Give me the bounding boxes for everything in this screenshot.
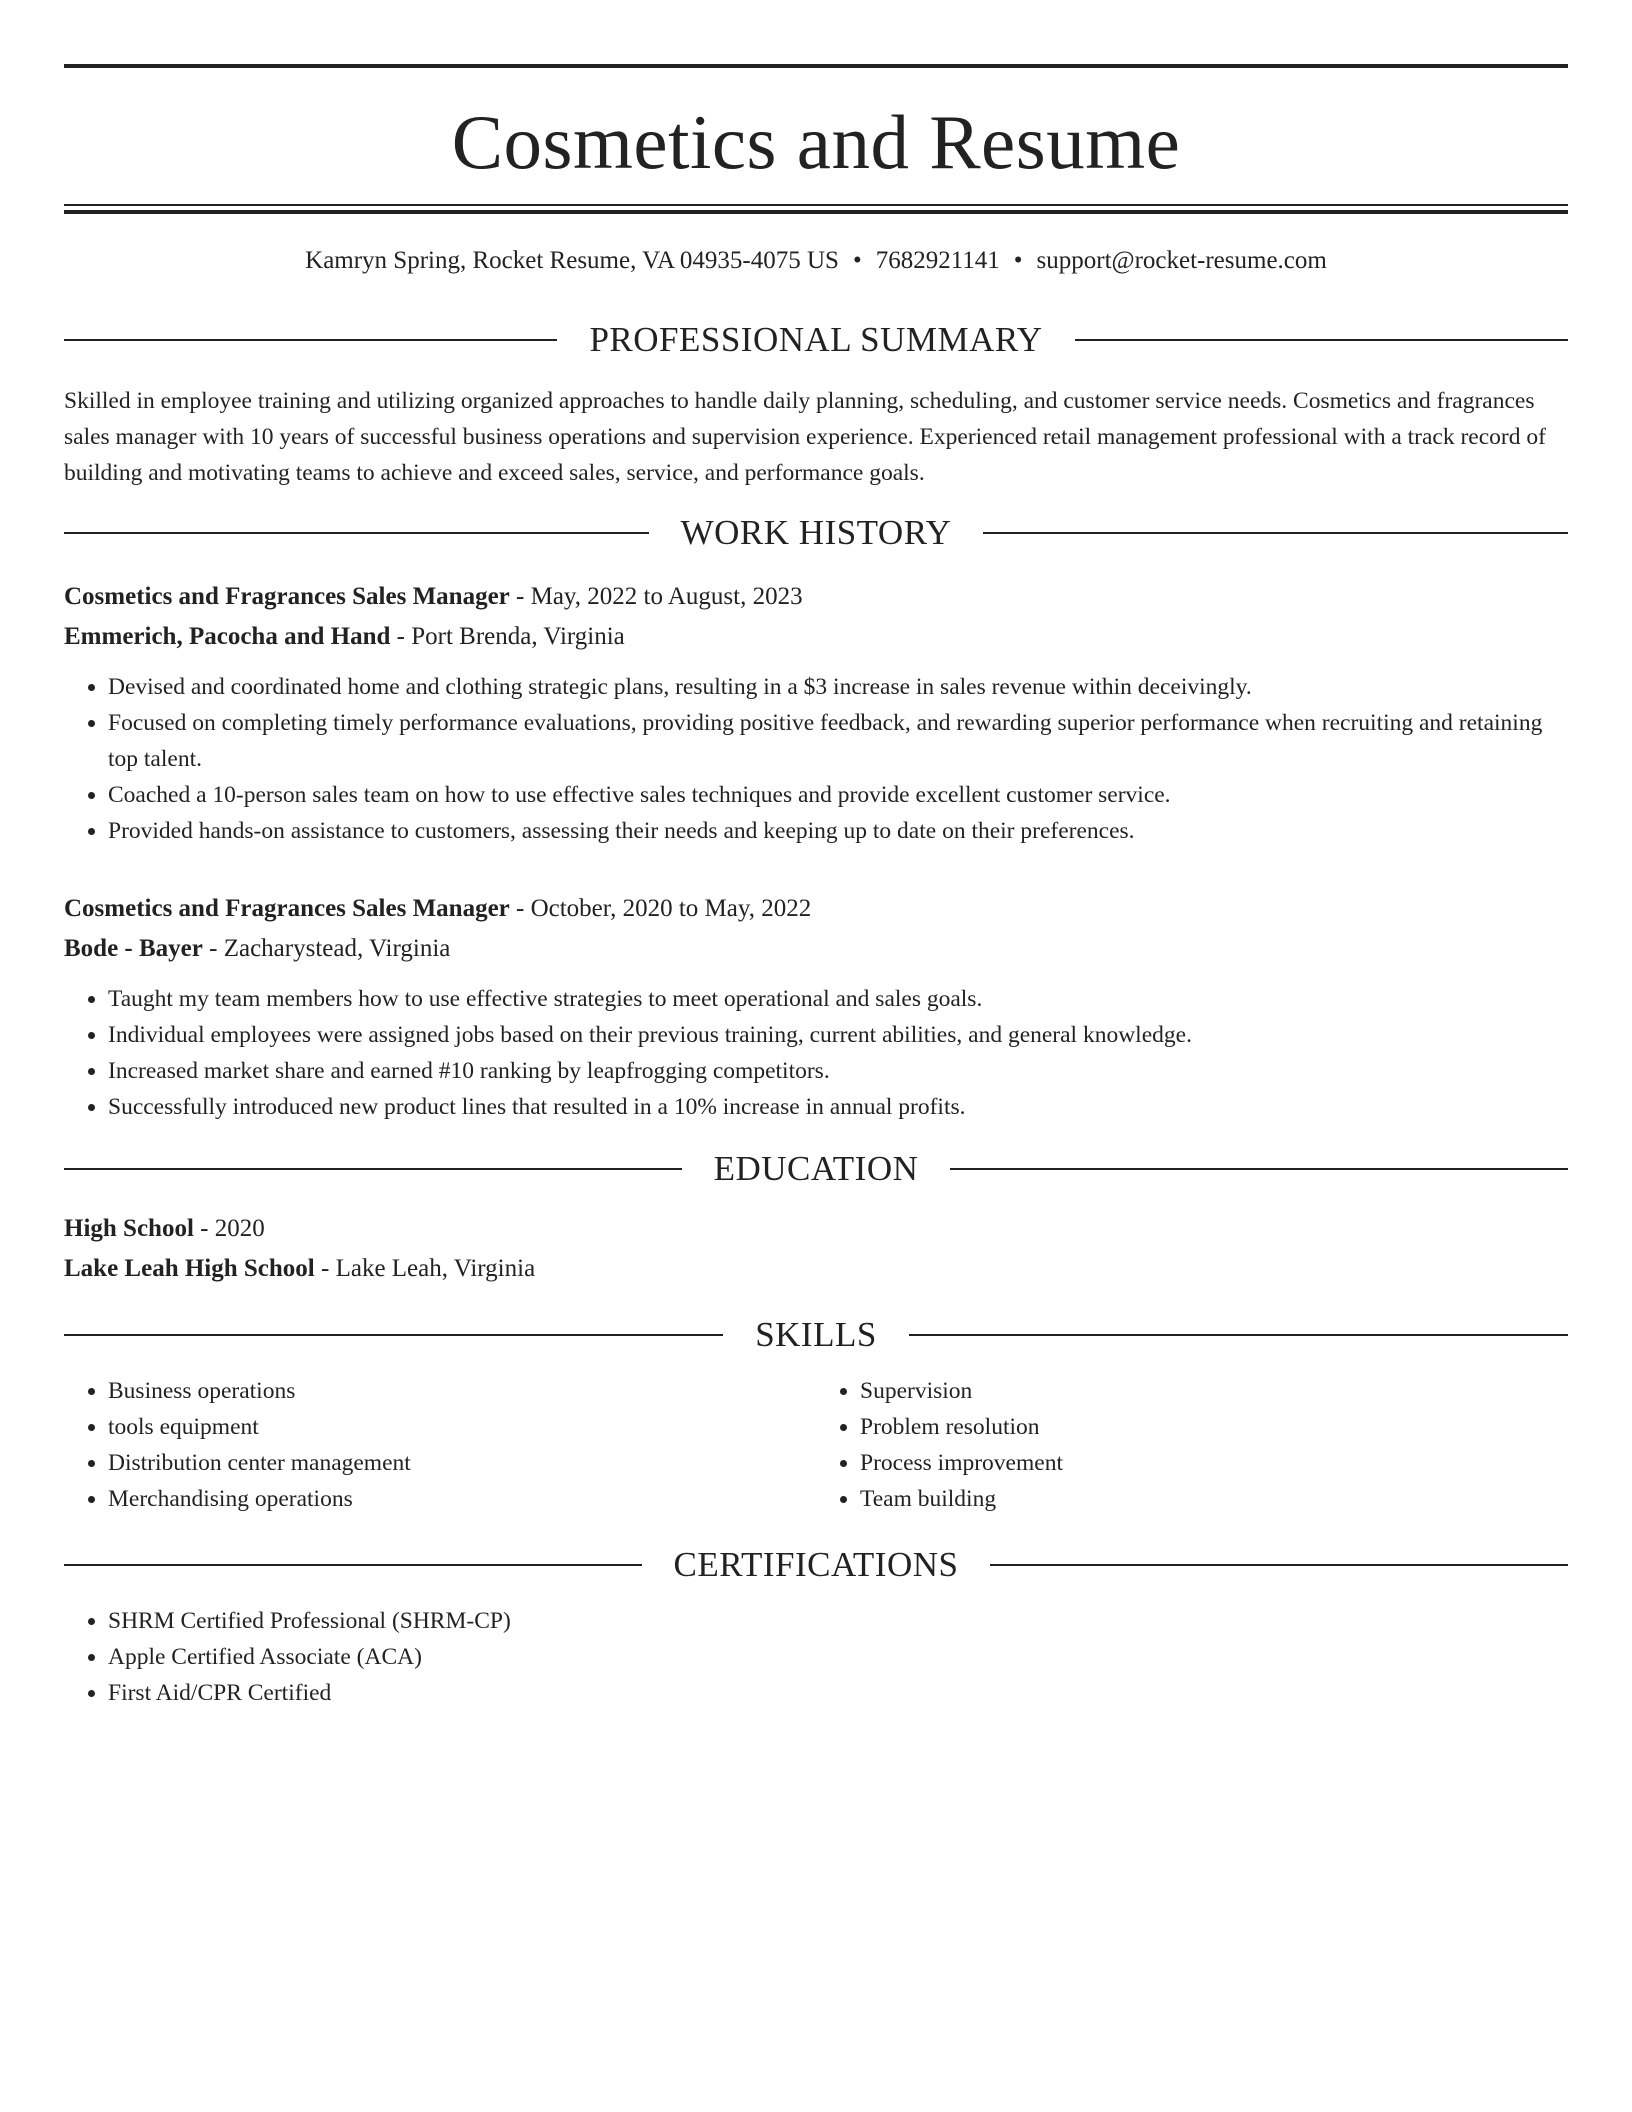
list-item: • Merchandising operations bbox=[108, 1481, 816, 1517]
job-company: Emmerich, Pacocha and Hand bbox=[64, 623, 391, 650]
section-rule bbox=[64, 339, 557, 341]
list-item: • Individual employees were assigned jobs based on their previous training, current abilities, and general knowledge. bbox=[108, 1017, 1568, 1053]
list-item: • Devised and coordinated home and clothing strategic plans, resulting in a $3 increase in sales revenue within deceivingly. bbox=[108, 669, 1568, 705]
education-school-line bbox=[64, 1249, 1568, 1289]
list-item: • Provided hands-on assistance to customers, assessing their needs and keeping up to date on their preferences. bbox=[108, 813, 1568, 849]
section-header-work-history bbox=[64, 515, 1568, 551]
section-rule bbox=[64, 532, 649, 534]
list-item: • Problem resolution bbox=[860, 1409, 1568, 1445]
section-title: SKILLS bbox=[755, 1315, 877, 1354]
section-title: CERTIFICATIONS bbox=[673, 1545, 959, 1584]
education-entry bbox=[64, 1209, 1568, 1289]
list-item: • Distribution center management bbox=[108, 1445, 816, 1481]
section-rule bbox=[909, 1334, 1568, 1336]
section-rule bbox=[64, 1564, 642, 1566]
contact-phone: 7682921141 bbox=[875, 247, 1000, 274]
job-company-line bbox=[64, 929, 1568, 969]
job-entry bbox=[64, 889, 1568, 1125]
job-role: Cosmetics and Fragrances Sales Manager bbox=[64, 895, 510, 922]
skills-list-right bbox=[816, 1373, 1568, 1517]
job-title-line bbox=[64, 889, 1568, 929]
list-item: • SHRM Certified Professional (SHRM-CP) bbox=[108, 1603, 1568, 1639]
contact-line bbox=[64, 246, 1568, 276]
section-rule bbox=[983, 532, 1568, 534]
list-item: • Process improvement bbox=[860, 1445, 1568, 1481]
list-item: • tools equipment bbox=[108, 1409, 816, 1445]
list-item: • Business operations bbox=[108, 1373, 816, 1409]
section-header-summary bbox=[64, 322, 1568, 358]
section-title: WORK HISTORY bbox=[680, 513, 952, 552]
skills-grid bbox=[64, 1373, 1568, 1517]
list-item: • Focused on completing timely performance evaluations, providing positive feedback, and rewarding superior performance when recruiting and retaining top talent. bbox=[108, 705, 1568, 777]
education-degree-line bbox=[64, 1209, 1568, 1249]
section-title: PROFESSIONAL SUMMARY bbox=[589, 320, 1043, 359]
job-bullets bbox=[64, 981, 1568, 1125]
list-item: • Apple Certified Associate (ACA) bbox=[108, 1639, 1568, 1675]
section-header-skills bbox=[64, 1317, 1568, 1353]
section-rule bbox=[950, 1168, 1568, 1170]
section-header-certifications bbox=[64, 1547, 1568, 1583]
list-item: • Successfully introduced new product lines that resulted in a 10% increase in annual profits. bbox=[108, 1089, 1568, 1125]
job-bullets bbox=[64, 669, 1568, 849]
section-rule bbox=[64, 1168, 682, 1170]
education-degree: High School bbox=[64, 1215, 194, 1242]
certifications-section bbox=[64, 1603, 1568, 1711]
list-item: • Team building bbox=[860, 1481, 1568, 1517]
summary-text: Skilled in employee training and utilizing organized approaches to handle daily planning, scheduling, and customer service needs. Cosmetics and fragrances sales manager with 10 years of successful business operations and supervision experience. Experienced retail management professional with a track record of building and motivating teams to achieve and exceed sales, service, and performance goals. bbox=[64, 388, 1546, 486]
job-location: - Zacharystead, Virginia bbox=[202, 935, 451, 962]
education-location: - Lake Leah, Virginia bbox=[314, 1255, 536, 1282]
contact-separator: • bbox=[852, 247, 862, 274]
job-title-line bbox=[64, 577, 1568, 617]
resume-page bbox=[64, 64, 1568, 1711]
list-item: • Taught my team members how to use effective strategies to meet operational and sales goals. bbox=[108, 981, 1568, 1017]
list-item: • Coached a 10-person sales team on how to use effective sales techniques and provide excellent customer service. bbox=[108, 777, 1568, 813]
list-item: • First Aid/CPR Certified bbox=[108, 1675, 1568, 1711]
section-rule bbox=[990, 1564, 1568, 1566]
list-item: • Increased market share and earned #10 ranking by leapfrogging competitors. bbox=[108, 1053, 1568, 1089]
job-role: Cosmetics and Fragrances Sales Manager bbox=[64, 583, 510, 610]
header-top-rule bbox=[64, 64, 1568, 68]
education-school: Lake Leah High School bbox=[64, 1255, 315, 1282]
job-location: - Port Brenda, Virginia bbox=[390, 623, 625, 650]
education-year: - 2020 bbox=[193, 1215, 265, 1242]
header-double-rule bbox=[64, 204, 1568, 206]
job-company-line bbox=[64, 617, 1568, 657]
contact-separator: • bbox=[1013, 247, 1023, 274]
section-title: EDUCATION bbox=[713, 1149, 919, 1188]
job-dates: - May, 2022 to August, 2023 bbox=[509, 583, 803, 610]
contact-email: support@rocket-resume.com bbox=[1036, 247, 1327, 274]
contact-address: Kamryn Spring, Rocket Resume, VA 04935-4075 US bbox=[305, 247, 839, 274]
job-entry bbox=[64, 577, 1568, 849]
certifications-list bbox=[64, 1603, 1568, 1711]
skills-list-left bbox=[64, 1373, 816, 1517]
list-item: • Supervision bbox=[860, 1373, 1568, 1409]
section-rule bbox=[64, 1334, 723, 1336]
resume-name-heading: Cosmetics and Resume bbox=[451, 99, 1181, 185]
job-company: Bode - Bayer bbox=[64, 935, 203, 962]
section-header-education bbox=[64, 1151, 1568, 1187]
section-rule bbox=[1075, 339, 1568, 341]
job-dates: - October, 2020 to May, 2022 bbox=[509, 895, 812, 922]
